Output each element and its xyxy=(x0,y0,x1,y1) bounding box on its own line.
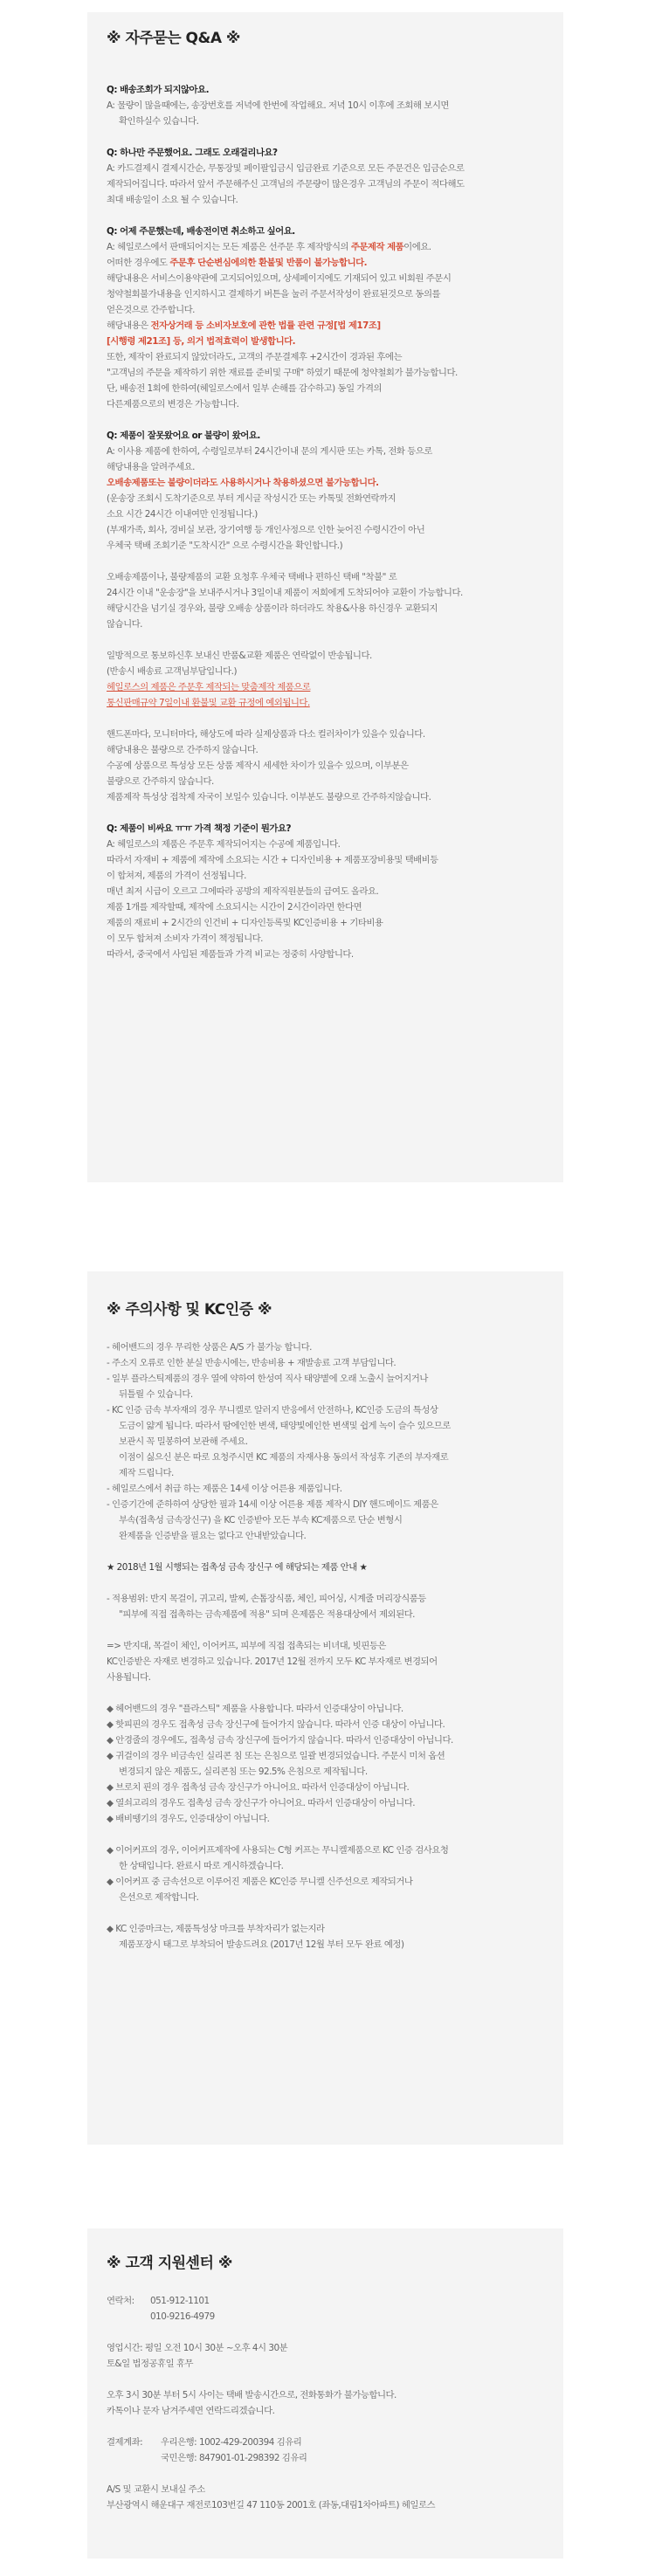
faq-question: Q: 배송조회가 되지않아요. xyxy=(107,85,210,95)
kc-note: 완제품을 인증받을 필요는 없다고 안내받았습니다. xyxy=(119,1531,307,1541)
kc-scope-line: "피부에 직접 접촉하는 금속제품에 적용" 되며 은제품은 적용대상에서 제외된다. xyxy=(119,1609,415,1620)
faq-question: Q: 하나만 주문했어요. 그래도 오래걸리나요? xyxy=(107,148,278,158)
support-bank-1: 우리은행: 1002-429-200394 김유리 xyxy=(161,2437,302,2448)
faq-question: Q: 어제 주문했는데, 배송전이면 취소하고 싶어요. xyxy=(107,226,295,237)
faq-highlight: 통신판매규약 7일이내 환불및 교환 규정에 예외됩니다. xyxy=(107,698,310,708)
support-phone-row xyxy=(107,2309,544,2325)
kc-scope-line: 사용됩니다. xyxy=(107,1672,151,1683)
faq-answer-line: 단, 배송전 1회에 한하여(헤일로스에서 일부 손해를 감수하고) 동일 가격의 xyxy=(107,383,383,394)
faq-question: Q: 제품이 비싸요 ㅠㅠ 가격 책정 기준이 뭔가요? xyxy=(107,823,292,834)
kc-bullet: 은선으로 제작합니다. xyxy=(119,1892,199,1903)
faq-answer-line: 이 합쳐져, 제품의 가격이 선정됩니다. xyxy=(107,871,246,881)
faq-answer-line: A: 헤일로스의 제품은 주문후 제작되어지는 수공예 제품입니다. xyxy=(107,839,341,850)
support-bank-2: 국민은행: 847901-01-298392 김유리 xyxy=(161,2453,307,2463)
faq-answer-line: 해당내용은 불량으로 간주하지 않습니다. xyxy=(107,745,259,755)
kc-note: - 일부 플라스틱제품의 경우 열에 약하여 한성여 직사 태양볕에 오래 노출시 늘어지거나 xyxy=(107,1374,428,1384)
kc-scope-line: - 적용범위: 반지 목걸이, 귀고리, 발찌, 손톱장식품, 체인, 피어싱, 시계줄 머리장식품등 xyxy=(107,1594,426,1604)
faq-answer-line: (부재가족, 회사, 경비실 보관, 장기여행 등 개인사정으로 인한 늦어진 수령시간이 아닌 xyxy=(107,525,425,535)
faq-answer-line: 해당시간을 넘기실 경우와, 불량 오배송 상품이라 하더라도 착용&사용 하신경우 교환되지 xyxy=(107,603,438,614)
faq-answer-line: A: 카드결제시 결제시간순, 무통장및 페이팔입금시 입금완료 기준으로 모든 주문건은 입금순으로 xyxy=(107,163,465,174)
kc-note: 제작 드립니다. xyxy=(119,1468,174,1478)
kc-note: - 헤일로스에서 취급 하는 제품은 14세 이상 어른용 제품입니다. xyxy=(107,1484,342,1494)
kc-bullet: ◆ 헤어밴드의 경우 "플라스틱" 제품을 사용합니다. 따라서 인증대상이 아닙니다. xyxy=(107,1704,403,1714)
faq-answer-line: 매년 최저 시급이 오르고 그에따라 공방의 제작직원분들의 급여도 올라요. xyxy=(107,886,379,897)
support-notice: 오후 3시 30분 부터 5시 사이는 택배 발송시간으로, 전화통화가 불가능합니다. xyxy=(107,2390,396,2400)
faq-answer-text: 어떠한 경우에도 xyxy=(107,258,170,268)
support-phone-row xyxy=(107,2293,544,2309)
faq-title: ※ 자주묻는 Q&A ※ xyxy=(107,30,240,47)
faq-highlight: 주문제작 제품 xyxy=(350,242,404,252)
faq-highlight: 주문후 단순변심에의한 환불및 반품이 불가능합니다. xyxy=(169,258,368,268)
kc-body xyxy=(107,1340,544,1953)
support-body xyxy=(107,2293,544,2513)
support-notice: 카톡이나 문자 남겨주세면 연락드리겠습니다. xyxy=(107,2406,275,2416)
faq-answer-line: (반송시 배송료 고객님부담입니다.) xyxy=(107,666,238,677)
faq-highlight: 전자상거래 등 소비자보호에 관한 법률 관련 규정[법 제17조] xyxy=(150,320,381,331)
kc-bullet: ◆ 브로치 핀의 경우 접촉성 금속 장신구가 아니어요. 따라서 인증대상이 아닙니다. xyxy=(107,1782,410,1793)
faq-answer-line: 오배송제품이나, 불량제품의 교환 요청후 우체국 택배나 편하신 택배 "착불" 로 xyxy=(107,572,397,582)
faq-answer-line: 최대 배송일이 소요 될 수 있습니다. xyxy=(107,195,238,205)
faq-answer-line: 제품의 재료비 + 2시간의 인건비 + 디자인등록및 KC인증비용 + 기타비용 xyxy=(107,918,383,928)
faq-body xyxy=(107,82,544,962)
faq-answer-line: 핸드폰마다, 모니터마다, 해상도에 따라 실제상품과 다소 컬러차이가 있을수 있습니다. xyxy=(107,729,425,740)
faq-answer-line xyxy=(107,239,544,255)
kc-note: - 인증기간에 준하하여 상당한 필과 14세 이상 어른용 제품 제작시 DIY 핸드메이드 제품은 xyxy=(107,1499,438,1510)
support-bank-row xyxy=(107,2450,544,2466)
kc-note: 도금이 얇게 됩니다. 따라서 땀에인한 변색, 태양빛에인한 변색및 쉽게 녹이 슬수 있으므로 xyxy=(119,1421,451,1431)
faq-answer-line: "고객님의 주문을 제작하기 위한 재료를 준비및 구매" 하였기 때문에 청약철회가 불가능합니다. xyxy=(107,368,458,378)
faq-answer-line: 수공예 상품으로 특성상 모든 상품 제작시 세세한 차이가 있을수 있으며, 이부분은 xyxy=(107,761,409,771)
support-phone-1[interactable]: 051-912-1101 xyxy=(150,2296,210,2306)
kc-note: - 헤어밴드의 경우 무리한 상품은 A/S 가 불가능 합니다. xyxy=(107,1342,312,1353)
support-bank-row xyxy=(107,2435,544,2450)
kc-note: - 주소지 오류로 인한 분실 반송시에는, 반송비용 + 재발송료 고객 부담입니다. xyxy=(107,1358,396,1368)
faq-answer-line: 제품제작 특성상 접착제 자국이 보일수 있습니다. 이부분도 불량으로 간주하지않습니다. xyxy=(107,792,431,802)
faq-answer-line: 우체국 택배 조회기준 "도착시간" 으로 수령시간을 확인합니다.) xyxy=(107,541,343,551)
faq-answer-line: 확인하실수 있습니다. xyxy=(119,116,199,127)
faq-answer-line: (운송장 조회시 도착기준으로 부터 게시글 작성시간 또는 카톡및 전화연락까지 xyxy=(107,493,396,504)
kc-bullet: ◆ 열쇠고리의 경우도 접촉성 금속 장신구가 아니어요. 따라서 인증대상이 아닙니다. xyxy=(107,1798,416,1808)
kc-bullet: 제품포장시 태그로 부착되어 발송드려요 (2017년 12월 부터 모두 완료 예정) xyxy=(119,1939,404,1950)
faq-answer-text: 해당내용은 xyxy=(107,320,151,331)
faq-answer-line: 제작되어집니다. 따라서 앞서 주문해주신 고객님의 주문량이 많은경우 고객님의 주문이 적다해도 xyxy=(107,179,465,189)
faq-answer-line xyxy=(107,318,544,334)
kc-scope-line: KC인증받은 자재로 변경하고 있습니다. 2017년 12월 전까지 모두 KC 부자재로 변경되어 xyxy=(107,1656,438,1667)
kc-note: - KC 인증 금속 부자재의 경우 무니켈로 알러지 반응에서 안전하나, KC인증 도금의 특성상 xyxy=(107,1405,438,1415)
faq-answer-line: 해당내용을 알려주세요. xyxy=(107,462,195,472)
faq-answer-line: A: 이사용 제품에 한하여, 수령일로부터 24시간이내 문의 게시판 또는 카톡, 전화 등으로 xyxy=(107,446,432,457)
support-hours: 영업시간: 평일 오전 10시 30분 ~오후 4시 30분 xyxy=(107,2343,288,2353)
kc-bullet: ◆ 이어커프의 경우, 이어커프제작에 사용되는 C형 커프는 무니켈제품으로 KC 인증 검사요청 xyxy=(107,1845,449,1856)
faq-answer-line: 따라서, 중국에서 사입된 제품들과 가격 비교는 정중히 사양합니다. xyxy=(107,949,354,960)
faq-answer-line xyxy=(107,255,544,271)
faq-answer-line: 따라서 자재비 + 제품에 제작에 소요되는 시간 + 디자인비용 + 제품포장비용및 택배비등 xyxy=(107,855,438,865)
kc-section xyxy=(87,1271,563,2145)
faq-answer-line: 얻은것으로 간주합니다. xyxy=(107,305,195,315)
faq-answer-line: 불량으로 간주하지 않습니다. xyxy=(107,776,214,787)
faq-answer-line: 않습니다. xyxy=(107,619,142,630)
faq-question: Q: 제품이 잘못왔어요 or 불량이 왔어요. xyxy=(107,430,260,441)
kc-bullet: ◆ KC 인증마크는, 제품특성상 마크를 부착자리가 없는지라 xyxy=(107,1924,325,1934)
kc-notice-title: ★ 2018년 1월 시행되는 접촉성 금속 장신구 에 해당되는 제품 안내 ★ xyxy=(107,1562,368,1573)
faq-answer-line: 이 모두 합쳐져 소비자 가격이 책정됩니다. xyxy=(107,933,263,944)
support-return-address: 부산광역시 해운대구 재전로103번길 47 110동 2001호 (좌동,대림1차아파트) 헤일로스 xyxy=(107,2500,436,2511)
kc-bullet: 한 상태입니다. 완료시 따로 게시하겠습니다. xyxy=(119,1861,284,1871)
kc-title: ※ 주의사항 및 KC인증 ※ xyxy=(107,1301,272,1319)
kc-note: 뒤틀릴 수 있습니다. xyxy=(119,1389,193,1400)
faq-answer-line: 또한, 제작이 완료되지 않았더라도, 고객의 주문결제후 +2시간이 경과된 후에는 xyxy=(107,352,403,362)
kc-bullet: ◆ 안경줄의 경우에도, 접촉성 금속 장신구에 들어가지 않습니다. 따라서 인증대상이 아닙니다. xyxy=(107,1735,453,1746)
faq-highlight: [시행령 제21조] 등, 의거 법적효력이 발생합니다. xyxy=(107,336,296,347)
kc-note: 부속(접촉성 금속장신구) 을 KC 인증받아 모든 부속 KC제품으로 단순 변형시 xyxy=(119,1515,403,1526)
support-phone-2[interactable]: 010-9216-4979 xyxy=(150,2311,215,2322)
support-return-label: A/S 및 교환시 보내실 주소 xyxy=(107,2484,205,2495)
support-title: ※ 고객 지원센터 ※ xyxy=(107,2255,232,2272)
faq-answer-text: 이에요. xyxy=(403,242,431,252)
faq-answer-line: 24시간 이내 "운송장"을 보내주시거나 3일이내 제품이 저희에게 도착되어야 교환이 가능합니다. xyxy=(107,588,463,598)
kc-note: 보관시 꼭 밀봉하여 보관해 주세요. xyxy=(119,1436,248,1447)
faq-answer-line: 청약철회불가내용을 인지하시고 결제하기 버튼을 눌러 주문서작성이 완료된것으로 동의를 xyxy=(107,289,441,300)
faq-answer-line: 소요 시간 24시간 이내여만 인정됩니다.) xyxy=(107,509,258,520)
faq-answer-line: A: 물량이 많을때에는, 송장번호를 저녁에 한번에 작업해요. 저녁 10시 이후에 조회해 보시면 xyxy=(107,100,449,111)
kc-bullet: ◆ 이어커프 중 금속선으로 이루어진 제품은 KC인증 무니켈 신주선으로 제작되거나 xyxy=(107,1877,413,1887)
faq-highlight: 오배송제품또는 불량이더라도 사용하시거나 착용하셨으면 불가능합니다. xyxy=(107,478,379,488)
faq-answer-line: 제품 1개를 제작할때, 제작에 소요되시는 시간이 2시간이라면 한다면 xyxy=(107,902,362,913)
kc-note: 이점이 싫으신 분은 따로 요청주시면 KC 제품의 자재사용 동의서 작성후 기존의 부자재로 xyxy=(119,1452,449,1463)
support-section xyxy=(87,2228,563,2559)
faq-section xyxy=(87,12,563,1182)
kc-scope-line: => 반지대, 목걸이 체인, 이어커프, 피부에 직접 접촉되는 비녀대, 빗핀등은 xyxy=(107,1641,386,1651)
faq-answer-text: A: 헤일로스에서 판매되어지는 모든 제품은 선주문 후 제작방식의 xyxy=(107,242,351,252)
faq-answer-line: 다른제품으로의 변경은 가능합니다. xyxy=(107,399,239,410)
faq-highlight: 헤일로스의 제품은 주문후 제작되는 맞춤제작 제품으로 xyxy=(107,682,311,692)
faq-answer-line: 해당내용은 서비스이용약관에 고지되어있으며, 상세페이지에도 기재되어 있고 비회원 주문시 xyxy=(107,273,452,284)
kc-bullet: ◆ 배비뗑기의 경우도, 인증대상이 아닙니다. xyxy=(107,1814,270,1824)
support-phone-label: 연락처: xyxy=(107,2296,134,2306)
support-hours: 토&일 법정공휴일 휴무 xyxy=(107,2359,194,2369)
kc-bullet: 변경되지 않은 제품도, 실리콘침 또는 92.5% 은침으로 제작됩니다. xyxy=(119,1767,368,1777)
kc-bullet: ◆ 귀걸이의 경우 비금속인 실리콘 침 또는 은침으로 일괄 변경되었습니다. 주문시 미처 옵션 xyxy=(107,1751,445,1761)
support-bank-label: 결제계좌: xyxy=(107,2437,143,2448)
kc-bullet: ◆ 핫피핀의 경우도 접촉성 금속 장신구에 들어가지 않습니다. 따라서 인증 대상이 아닙니다. xyxy=(107,1719,445,1730)
faq-answer-line: 일방적으로 통보하신후 보내신 반품&교환 제품은 연락없이 반송됩니다. xyxy=(107,651,372,661)
